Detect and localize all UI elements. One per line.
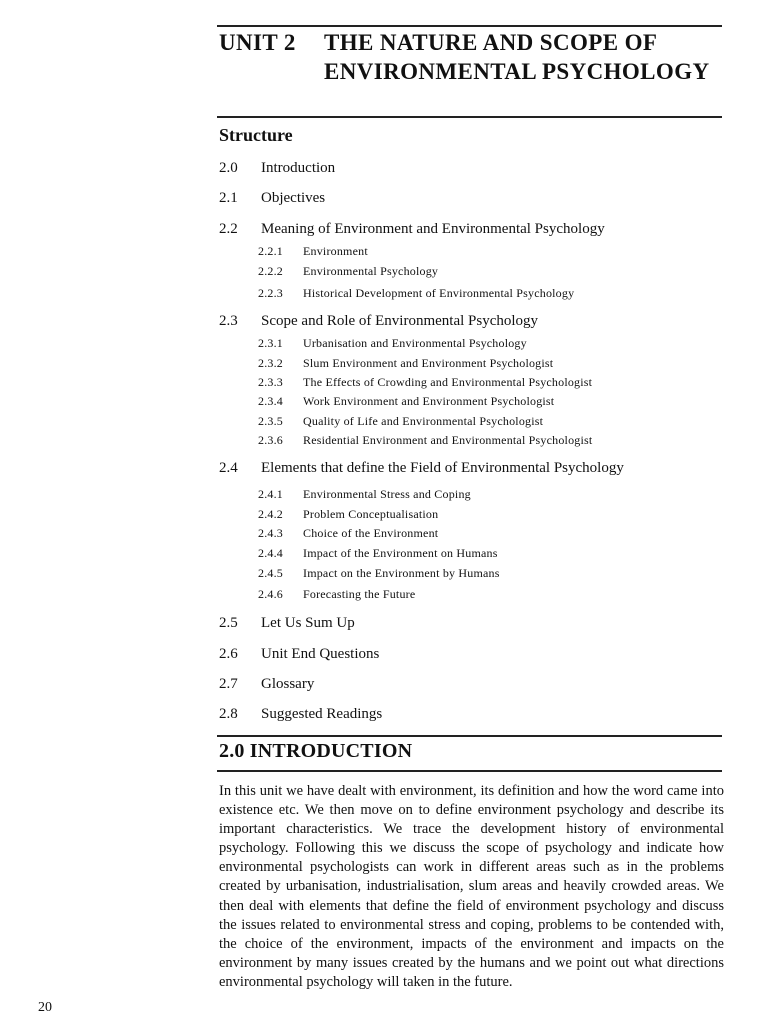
introduction-heading: 2.0 INTRODUCTION <box>219 740 413 762</box>
introduction-paragraph: In this unit we have dealt with environment, its definition and how the word came into existence etc. We then move on to define environment psychology and describe its important characteristics. We trace the development history of environmental psychology. Following this we discuss the scope of psychology and indicate how environmental psychologists can work in different areas such as in the problems created by urbanisation, industrialisation, slum areas and heavily crowded areas. We then deal with elements that define the field of environment psychology and discuss the issues related to environmental stress and coping, problems to be contended with, the choice of the environment, impacts of the environment and impacts on the environment by many issues created by the humans and we point out what directions environmental psychology will taken in the future. <box>219 783 724 990</box>
toc-number: 2.4.1 <box>258 487 283 501</box>
unit-number: UNIT 2 <box>219 30 296 55</box>
toc-title: Glossary <box>261 676 315 692</box>
toc-title: Problem Conceptualisation <box>303 507 439 521</box>
toc-number: 2.4.2 <box>258 507 283 521</box>
toc-title: Work Environment and Environment Psychologist <box>303 394 555 408</box>
top-rule <box>217 25 722 27</box>
toc-title: Environmental Psychology <box>303 264 439 278</box>
toc-number: 2.4.6 <box>258 587 283 601</box>
toc-number: 2.4.3 <box>258 526 283 540</box>
toc-number: 2.3.1 <box>258 336 283 350</box>
toc-number: 2.3.4 <box>258 394 283 408</box>
toc-title: Environment <box>303 244 368 258</box>
toc-number: 2.4 <box>219 460 238 476</box>
toc-title: Residential Environment and Environmental Psychologist <box>303 433 593 447</box>
toc-title: Quality of Life and Environmental Psychologist <box>303 414 544 428</box>
toc-title: Impact of the Environment on Humans <box>303 546 498 560</box>
toc-title: Impact on the Environment by Humans <box>303 566 500 580</box>
toc-title: Urbanisation and Environmental Psychology <box>303 336 527 350</box>
toc-title: Environmental Stress and Coping <box>303 487 471 501</box>
toc-number: 2.3.5 <box>258 414 283 428</box>
toc-number: 2.2 <box>219 221 238 237</box>
toc-title: Objectives <box>261 190 326 206</box>
toc-title: The Effects of Crowding and Environmental Psychologist <box>303 375 593 389</box>
page-number: 20 <box>38 1000 52 1015</box>
introduction-top-rule <box>217 735 722 737</box>
toc-number: 2.3.6 <box>258 433 283 447</box>
toc-number: 2.3.3 <box>258 375 283 389</box>
toc-title: Elements that define the Field of Environmental Psychology <box>261 460 624 476</box>
toc-title: Let Us Sum Up <box>261 615 355 631</box>
structure-heading: Structure <box>219 125 293 145</box>
toc-number: 2.5 <box>219 615 238 631</box>
heading-underline <box>217 116 722 118</box>
toc-title: Scope and Role of Environmental Psychology <box>261 313 539 329</box>
toc-number: 2.4.4 <box>258 546 283 560</box>
toc-title: Forecasting the Future <box>303 587 416 601</box>
introduction-bottom-rule <box>217 770 722 772</box>
toc-title: Introduction <box>261 160 336 176</box>
toc-number: 2.1 <box>219 190 238 206</box>
toc-number: 2.0 <box>219 160 238 176</box>
toc-number: 2.3.2 <box>258 356 283 370</box>
toc-number: 2.2.1 <box>258 244 283 258</box>
toc-number: 2.7 <box>219 676 238 692</box>
toc-title: Choice of the Environment <box>303 526 439 540</box>
toc-number: 2.6 <box>219 646 238 662</box>
toc-number: 2.3 <box>219 313 238 329</box>
toc-number: 2.8 <box>219 706 238 722</box>
toc-title: Unit End Questions <box>261 646 380 662</box>
unit-title: THE NATURE AND SCOPE OF ENVIRONMENTAL PSYCHOLOGY <box>324 30 710 84</box>
toc-title: Slum Environment and Environment Psychologist <box>303 356 554 370</box>
toc-number: 2.2.2 <box>258 264 283 278</box>
toc-number: 2.2.3 <box>258 286 283 300</box>
toc-title: Meaning of Environment and Environmental Psychology <box>261 221 605 237</box>
toc-title: Suggested Readings <box>261 706 383 722</box>
toc-title: Historical Development of Environmental Psychology <box>303 286 575 300</box>
toc-number: 2.4.5 <box>258 566 283 580</box>
